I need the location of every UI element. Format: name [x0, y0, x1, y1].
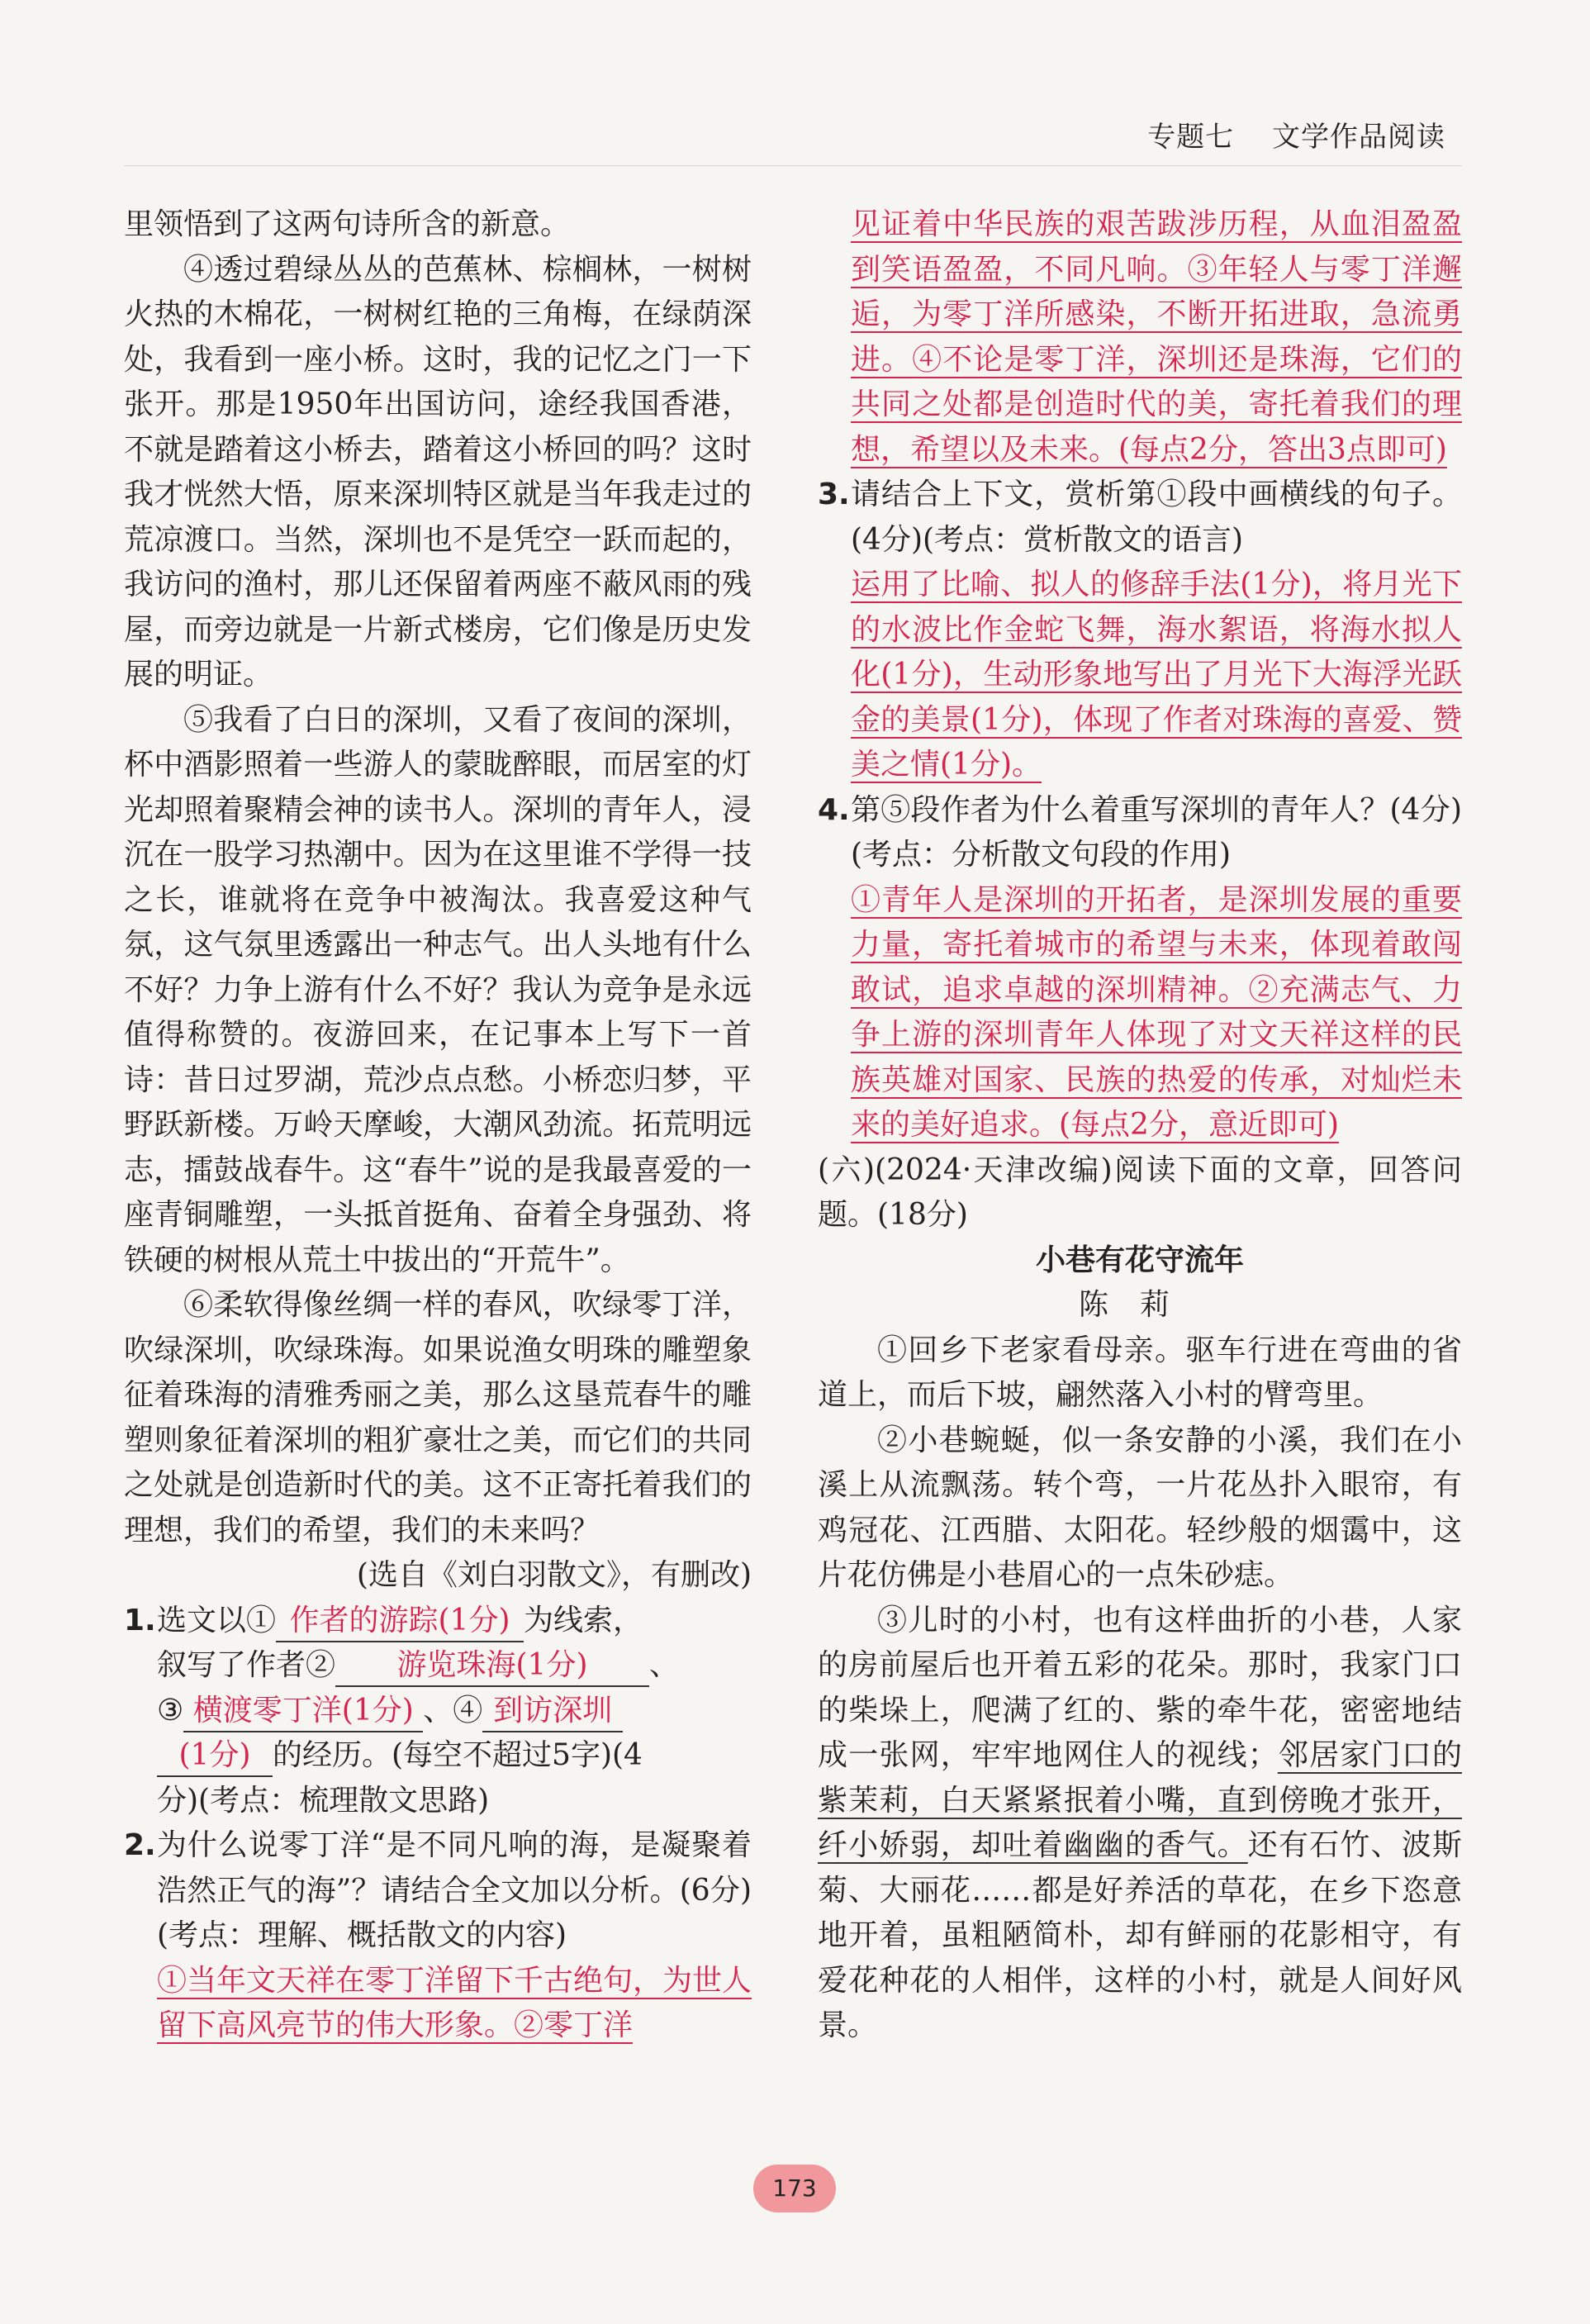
header-section: 文学作品阅读	[1272, 121, 1445, 154]
left-column	[124, 202, 752, 2049]
question-3	[818, 473, 1462, 788]
question-text: 、④	[423, 1693, 483, 1728]
paragraph-4: ④透过碧绿丛丛的芭蕉林、棕榈林，一树树火热的木棉花，一树树红艳的三角梅，在绿荫深处，我看到一座小桥。这时，我的记忆之门一下张开。那是1950年出国访问，途经我国香港，不就是踏着这小桥去，踏着这小桥回的吗？这时我才恍然大悟，原来深圳特区就是当年我走过的荒凉渡口。当然，深圳也不是凭空一跃而起的，我访问的渔村，那儿还保留着两座不蔽风雨的残屋，而旁边就是一片新式楼房，它们像是历史发展的明证。	[124, 252, 752, 691]
header-divider	[124, 165, 1462, 166]
question-text: 为线索，	[524, 1603, 643, 1637]
answer-text: ①当年文天祥在零丁洋留下千古绝句，为世人留下高风亮节的伟大形象。②零丁洋	[157, 1963, 752, 2042]
question-text: ③	[157, 1693, 184, 1728]
paragraph-continued: 里领悟到了这两句诗所含的新意。	[124, 207, 571, 241]
paragraph-5: ⑤我看了白日的深圳，又看了夜间的深圳，杯中酒影照着一些游人的蒙眬醉眼，而居室的灯光却照着聚精会神的读书人。深圳的青年人，浸沉在一股学习热潮中。因为在这里谁不学得一技之长，谁就将在竞争中被淘汰。我喜爱这种气氛，这气氛里透露出一种志气。出人头地有什么不好？力争上游有什么不好？我认为竞争是永远值得称赞的。夜游回来，在记事本上写下一首诗：昔日过罗湖，荒沙点点愁。小桥恋归梦，平野跃新楼。万岭天摩峻，大潮风劲流。拓荒明远志，擂鼓战春牛。这“春牛”说的是我最喜爱的一座青铜雕塑，一头抵首挺角、奋着全身强劲、将铁硬的树根从荒土中拔出的“开荒牛”。	[124, 702, 752, 1277]
answer-blank-3: 横渡零丁洋(1分)	[183, 1691, 423, 1732]
section-6-intro: (六)(2024·天津改编)阅读下面的文章，回答问题。(18分)	[818, 1152, 1462, 1232]
answer-blank-1: 作者的游踪(1分)	[276, 1601, 524, 1642]
answer-blank-4: 到访深圳	[482, 1691, 623, 1732]
question-2	[124, 1823, 752, 2049]
header-topic: 专题七	[1147, 121, 1235, 154]
paragraph-text: ③儿时的小村，也有这样曲折的小巷，人家的房前屋后也开着五彩的花朵。那时，我家门口的柴垛上，爬满了红的、紫的牵牛花，密密地结成一张网，牢牢地网住人的视线；	[818, 1603, 1462, 1772]
question-text: 叙写了作者②	[157, 1648, 336, 1682]
question-4	[818, 788, 1462, 1148]
reading-paragraph-1: ①回乡下老家看母亲。驱车行进在弯曲的省道上，而后下坡，翩然落入小村的臂弯里。	[818, 1333, 1462, 1412]
answer-text: 运用了比喻、拟人的修辞手法(1分)，将月光下的水波比作金蛇飞舞，海水絮语，将海水拟人化(1分)，生动形象地写出了月光下大海浮光跃金的美景(1分)，体现了作者对珠海的喜爱、赞美之情(1分)。	[851, 568, 1462, 782]
paragraph-text: 还有石竹、波斯菊、大丽花……都是好养活的草花，在乡下恣意地开着，虽粗陋简朴，却有鲜丽的花影相守，有爱花种花的人相伴，这样的小村，就是人间好风景。	[818, 1828, 1462, 2042]
answer-blank-4-cont: (1分)	[157, 1736, 273, 1777]
article-title: 小巷有花守流年	[1035, 1243, 1244, 1277]
page-number-badge: 173	[753, 2165, 836, 2212]
answer-text: ①青年人是深圳的开拓者，是深圳发展的重要力量，寄托着城市的希望与未来，体现着敢闯敢试，追求卓越的深圳精神。②充满志气、力争上游的深圳青年人体现了对文天祥这样的民族英雄对国家、民族的热爱的传承，对灿烂未来的美好追求。(每点2分，意近即可)	[851, 882, 1462, 1142]
question-text: 、	[649, 1648, 680, 1682]
question-2-answer-cont	[818, 202, 1462, 473]
reading-paragraph-3	[818, 1599, 1462, 2049]
question-text: 请结合上下文，赏析第①段中画横线的句子。(4分)(考点：赏析散文的语言)	[851, 478, 1462, 557]
answer-blank-2: 游览珠海(1分)	[335, 1646, 649, 1687]
paragraph-6: ⑥柔软得像丝绸一样的春风，吹绿零丁洋，吹绿深圳，吹绿珠海。如果说渔女明珠的雕塑象征着珠海的清雅秀丽之美，那么这垦荒春牛的雕塑则象征着深圳的粗犷豪壮之美，而它们的共同之处就是创造新时代的美。这不正寄托着我们的理想，我们的希望，我们的未来吗？	[124, 1288, 752, 1547]
right-column	[818, 202, 1462, 2049]
underlined-sentence: 邻居家门口的紫茉莉，白天紧紧抿着小嘴，直到傍晚才张开，纤小娇弱，却吐着幽幽的香气。	[818, 1738, 1462, 1862]
reading-paragraph-2: ②小巷蜿蜒，似一条安静的小溪，我们在小溪上从流飘荡。转个弯，一片花丛扑入眼帘，有鸡冠花、江西腊、太阳花。轻纱般的烟霭中，这片花仿佛是小巷眉心的一点朱砂痣。	[818, 1423, 1462, 1592]
source-note: (选自《刘白羽散文》，有删改)	[356, 1558, 752, 1592]
question-number: 4.	[818, 792, 850, 827]
answer-text: 见证着中华民族的艰苦跋涉历程，从血泪盈盈到笑语盈盈，不同凡响。③年轻人与零丁洋邂逅，为零丁洋所感染，不断开拓进取，急流勇进。④不论是零丁洋，深圳还是珠海，它们的共同之处都是创造时代的美，寄托着我们的理想，希望以及未来。(每点2分，答出3点即可)	[851, 207, 1462, 467]
article-author: 陈莉	[1078, 1288, 1201, 1322]
question-text: 分)(考点：梳理散文思路)	[157, 1783, 490, 1818]
question-text: 第⑤段作者为什么着重写深圳的青年人？(4分)(考点：分析散文句段的作用)	[851, 792, 1462, 872]
question-text: 选文以①	[157, 1603, 277, 1637]
question-number: 3.	[818, 478, 850, 511]
question-1	[124, 1599, 752, 1824]
question-number: 2.	[124, 1828, 156, 1862]
question-text: 的经历。(每空不超过5字)(4	[273, 1738, 643, 1772]
question-text: 为什么说零丁洋“是不同凡响的海，是凝聚着浩然正气的海”？请结合全文加以分析。(6分)(考点：理解、概括散文的内容)	[157, 1828, 752, 1952]
page-header	[1147, 114, 1445, 154]
question-number: 1.	[124, 1603, 156, 1637]
